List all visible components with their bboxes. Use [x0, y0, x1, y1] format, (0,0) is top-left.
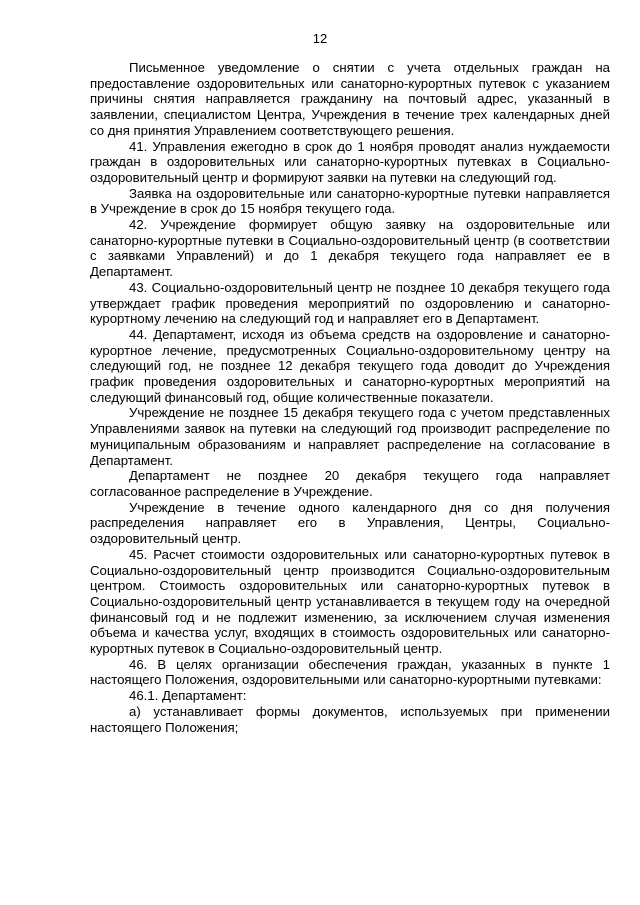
paragraph-43: 43. Социально-оздоровительный центр не позднее 10 декабря текущего года утверждает график проведения мероприятий по оздоровлению и санаторно-курортному лечению на следующий год и направляет его в Департамент.	[90, 279, 610, 327]
paragraph-application-deadline: Заявка на оздоровительные или санаторно-курортные путевки направляется в Учреждение в срок до 15 ноября текущего года.	[90, 185, 610, 217]
paragraph-distribution: Учреждение не позднее 15 декабря текущего года с учетом представленных Управлениями заявок на путевки на следующий год производит распределение по муниципальным образованиям и направляет распределение на согласование в Департамент.	[90, 405, 610, 468]
page-number: 12	[312, 31, 328, 46]
paragraph-44: 44. Департамент, исходя из объема средств на оздоровление и санаторно-курортное лечение, предусмотренных Социально-оздоровительному центру на следующий год, не позднее 12 декабря текущего года доводит до Учреждения график проведения оздоровительных и санаторно-курортных мероприятий на следующий финансовый год, общие количественные показатели.	[90, 326, 610, 405]
document-body	[90, 60, 610, 735]
paragraph-forwarding: Учреждение в течение одного календарного дня со дня получения распределения направляет его в Управления, Центры, Социально-оздоровительный центр.	[90, 499, 610, 547]
paragraph-42: 42. Учреждение формирует общую заявку на оздоровительные или санаторно-курортные путевки в Социально-оздоровительный центр (в соответствии с заявками Управлений) и до 1 декабря текущего года направляет ее в Департамент.	[90, 217, 610, 280]
paragraph-45: 45. Расчет стоимости оздоровительных или санаторно-курортных путевок в Социально-оздоровительный центр производится Социально-оздоровительным центром. Стоимость оздоровительных или санаторно-курортных путевок в Социально-оздоровительный центр устанавливается в текущем году на очередной финансовый год и не подлежит изменению, за исключением случая изменения объема и качества услуг, входящих в стоимость оздоровительных или санаторно-курортных путевок в Социально-оздоровительный центр.	[90, 546, 610, 657]
paragraph-46: 46. В целях организации обеспечения граждан, указанных в пункте 1 настоящего Положения, оздоровительными или санаторно-курортными путевками:	[90, 656, 610, 688]
paragraph-46-1-a: а) устанавливает формы документов, используемых при применении настоящего Положения;	[90, 703, 610, 735]
paragraph-approved-distribution: Департамент не позднее 20 декабря текущего года направляет согласованное распределение в Учреждение.	[90, 468, 610, 499]
paragraph-notice-of-removal: Письменное уведомление о снятии с учета отдельных граждан на предоставление оздоровительных или санаторно-курортных путевок с указанием причины снятия направляется гражданину на почтовый адрес, указанный в заявлении, специалистом Центра, Учреждения в течение трех календарных дней со дня принятия Управлением соответствующего решения.	[90, 60, 610, 138]
paragraph-46-1: 46.1. Департамент:	[129, 688, 247, 704]
paragraph-41: 41. Управления ежегодно в срок до 1 ноября проводят анализ нуждаемости граждан в оздоровительных или санаторно-курортных путевках в Социально-оздоровительный центр и формируют заявки на путевки на следующий год.	[90, 138, 610, 185]
